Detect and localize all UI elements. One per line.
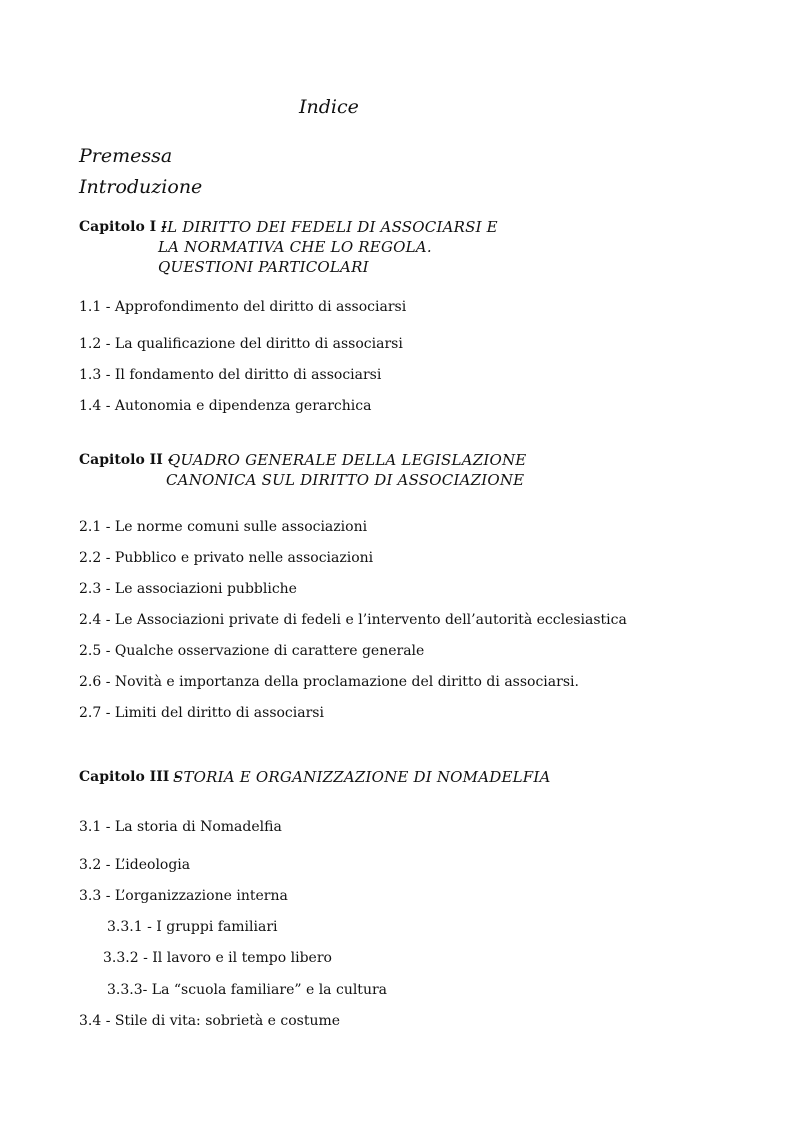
- chapter-1-label: Capitolo I -: [79, 219, 167, 235]
- chapter-1-title-line-3: QUESTIONI PARTICOLARI: [158, 258, 369, 276]
- toc-section-2-5: 2.5 - Qualche osservazione di carattere generale: [79, 643, 425, 659]
- toc-section-3-3: 3.3 - L’organizzazione interna: [79, 888, 288, 904]
- chapter-1-title-line-1: IL DIRITTO DEI FEDELI DI ASSOCIARSI E: [161, 218, 498, 236]
- toc-section-3-4: 3.4 - Stile di vita: sobrietà e costume: [79, 1013, 341, 1029]
- toc-section-2-7: 2.7 - Limiti del diritto di associarsi: [79, 705, 324, 721]
- chapter-2-label: Capitolo II -: [79, 452, 174, 468]
- chapter-3-title-line-1: STORIA E ORGANIZZAZIONE DI NOMADELFIA: [173, 768, 551, 786]
- toc-subsection-3-3-1: 3.3.1 - I gruppi familiari: [107, 919, 278, 935]
- toc-section-1-3: 1.3 - Il fondamento del diritto di associarsi: [79, 367, 382, 383]
- toc-section-2-1: 2.1 - Le norme comuni sulle associazioni: [79, 519, 368, 535]
- toc-section-3-1: 3.1 - La storia di Nomadelfia: [79, 819, 282, 835]
- chapter-3-label: Capitolo III -: [79, 769, 180, 785]
- toc-section-3-2: 3.2 - L’ideologia: [79, 857, 191, 873]
- toc-premessa: Premessa: [79, 145, 173, 167]
- toc-section-1-2: 1.2 - La qualificazione del diritto di associarsi: [79, 336, 403, 352]
- toc-section-2-4: 2.4 - Le Associazioni private di fedeli e l’intervento dell’autorità ecclesiastica: [79, 612, 627, 628]
- toc-section-2-6: 2.6 - Novità e importanza della proclamazione del diritto di associarsi.: [79, 674, 579, 690]
- toc-subsection-3-3-2: 3.3.2 - Il lavoro e il tempo libero: [103, 950, 332, 966]
- chapter-2-title-line-1: QUADRO GENERALE DELLA LEGISLAZIONE: [168, 451, 527, 469]
- chapter-2-title-line-2: CANONICA SUL DIRITTO DI ASSOCIAZIONE: [166, 471, 525, 489]
- toc-section-1-4: 1.4 - Autonomia e dipendenza gerarchica: [79, 398, 372, 414]
- page-title: Indice: [299, 96, 359, 118]
- toc-section-2-2: 2.2 - Pubblico e privato nelle associazioni: [79, 550, 374, 566]
- toc-introduzione: Introduzione: [79, 176, 203, 198]
- chapter-1-title-line-2: LA NORMATIVA CHE LO REGOLA.: [158, 238, 432, 256]
- toc-section-1-1: 1.1 - Approfondimento del diritto di associarsi: [79, 299, 407, 315]
- toc-section-2-3: 2.3 - Le associazioni pubbliche: [79, 581, 297, 597]
- toc-subsection-3-3-3: 3.3.3- La “scuola familiare” e la cultura: [107, 982, 387, 998]
